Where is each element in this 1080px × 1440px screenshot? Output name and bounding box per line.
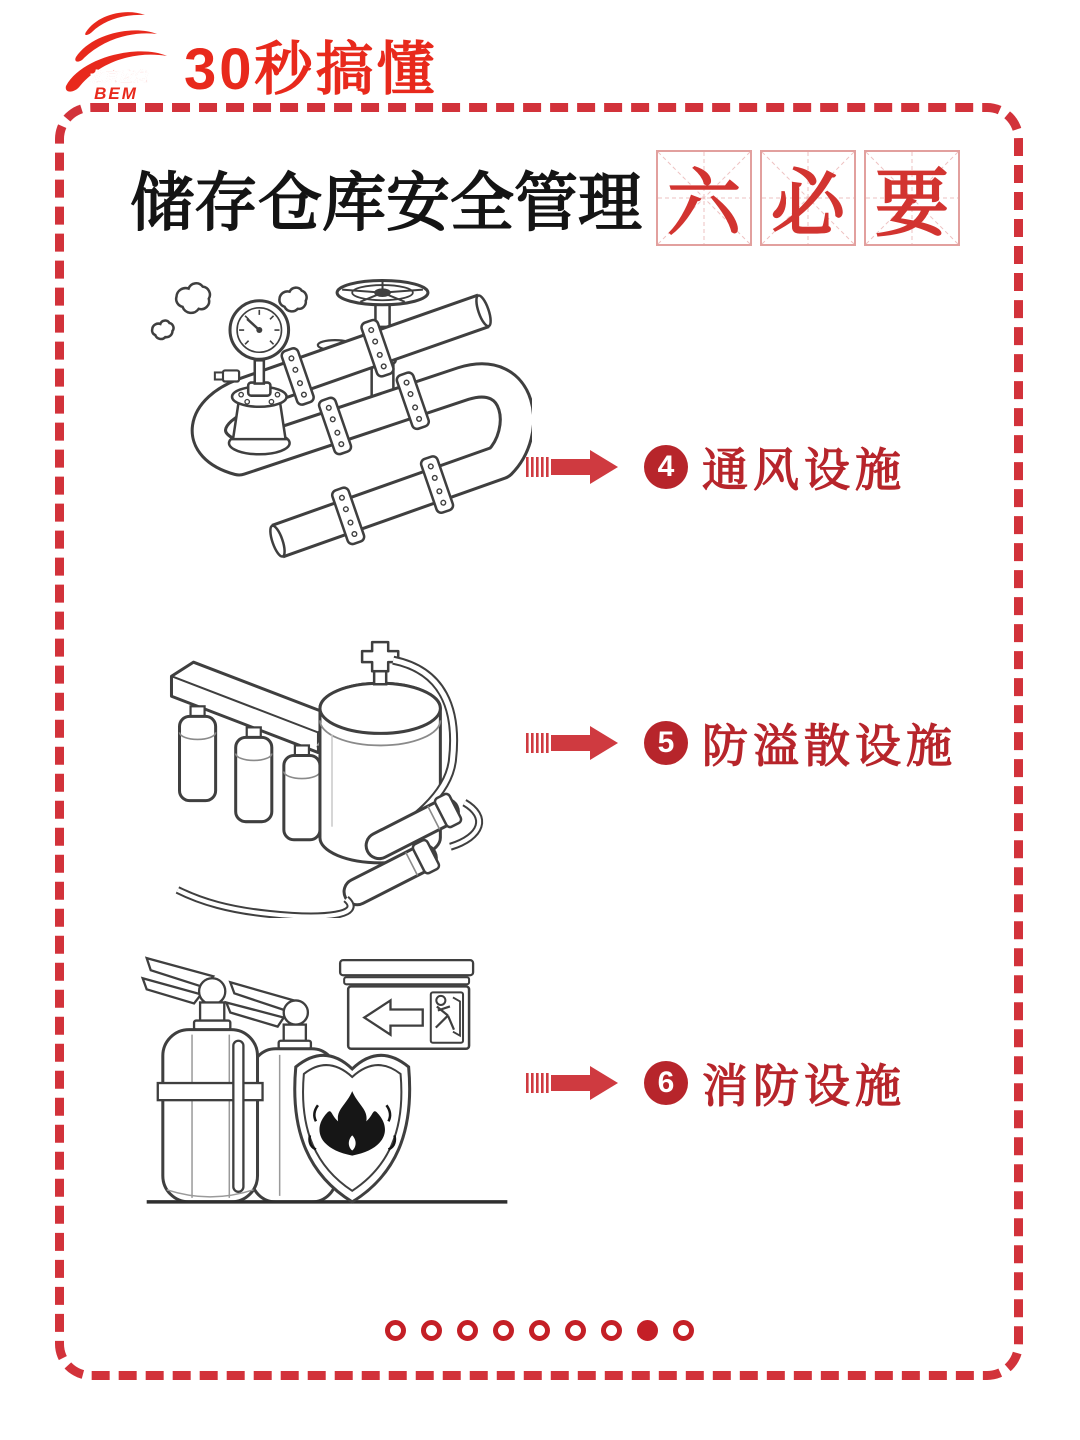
page-dot[interactable] (529, 1320, 550, 1341)
page-title (130, 150, 960, 246)
calligraphy-grid-boxes (656, 150, 960, 246)
logo-cn-text: 北京应急 (87, 69, 149, 86)
red-arrow-icon (526, 449, 618, 485)
grid-box-3 (864, 150, 960, 246)
red-char: 必 (771, 161, 845, 247)
red-char: 要 (875, 161, 949, 247)
red-arrow-icon (526, 1065, 618, 1101)
callout-spill-prevention (526, 714, 957, 772)
page-dot[interactable] (601, 1320, 622, 1341)
fire-equipment-illustration (132, 942, 516, 1214)
number-badge: 4 (644, 445, 688, 489)
page-dot-active[interactable] (637, 1320, 658, 1341)
row-label: 消防设施 (702, 1060, 906, 1112)
page-dot[interactable] (421, 1320, 442, 1341)
row-label: 通风设施 (702, 444, 906, 496)
callout-ventilation (526, 438, 906, 496)
grid-box-2 (760, 150, 856, 246)
grid-box-1 (656, 150, 752, 246)
page-title-black: 储存仓库安全管理 (130, 167, 642, 239)
red-char: 六 (667, 161, 741, 247)
exit-sign (340, 960, 473, 1049)
number-badge: 5 (644, 721, 688, 765)
logo-en-text: BEM (94, 84, 138, 102)
page-dot[interactable] (673, 1320, 694, 1341)
page-dot[interactable] (565, 1320, 586, 1341)
ventilation-pipes-illustration (128, 266, 532, 590)
red-arrow-icon (526, 725, 618, 761)
beijing-emergency-logo-icon (52, 2, 178, 102)
callout-fire-protection (526, 1054, 906, 1112)
page-dot[interactable] (457, 1320, 478, 1341)
pagination-dots (55, 1320, 1023, 1341)
page-dot[interactable] (385, 1320, 406, 1341)
number-badge: 6 (644, 1061, 688, 1105)
spill-prevention-filters-illustration (148, 612, 512, 918)
row-label: 防溢散设施 (702, 720, 957, 772)
page-dot[interactable] (493, 1320, 514, 1341)
series-title: 30秒搞懂 (184, 37, 438, 102)
